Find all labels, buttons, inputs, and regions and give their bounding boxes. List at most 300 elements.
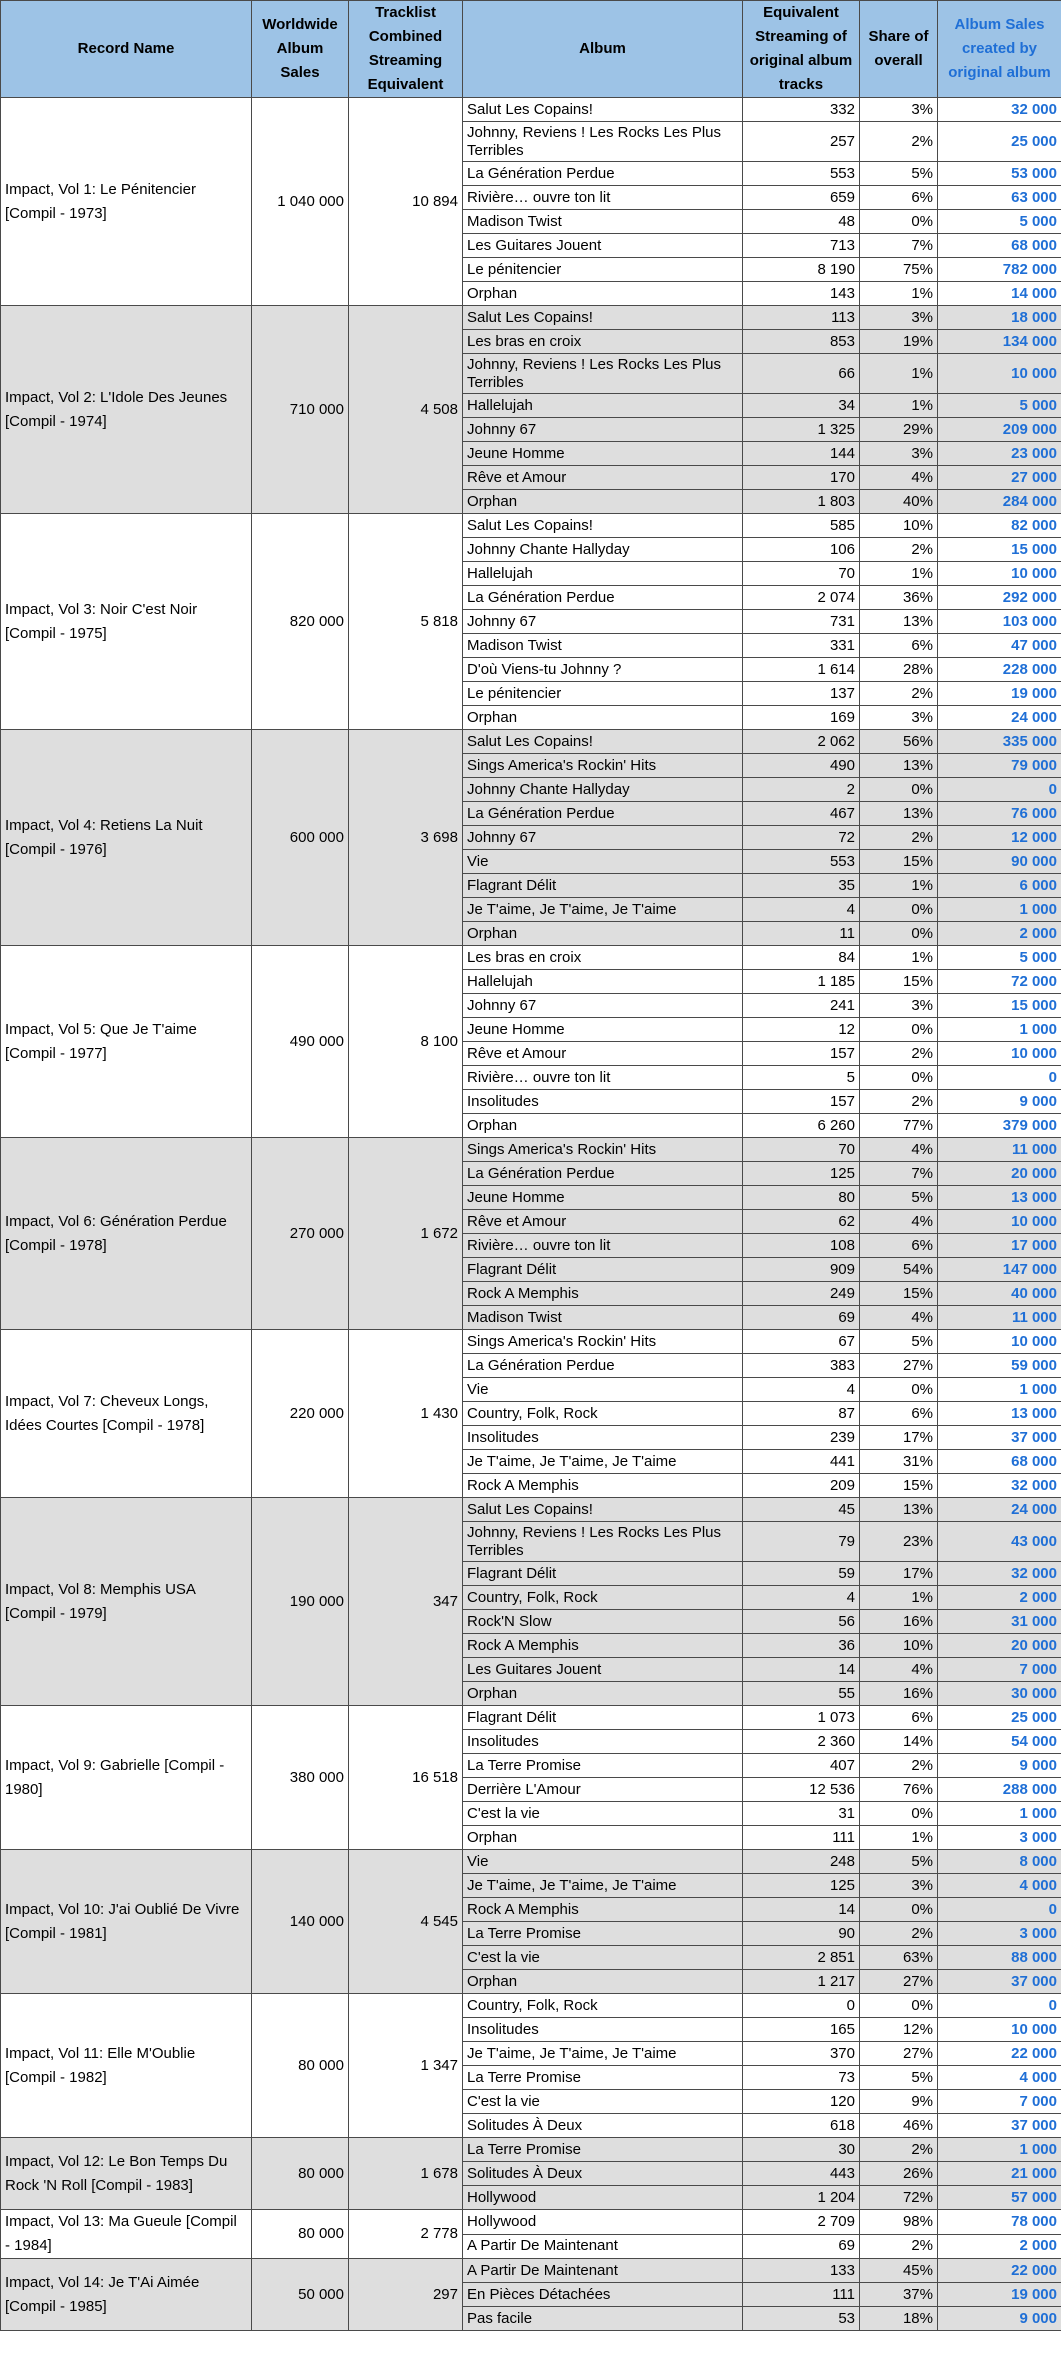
- share-cell: 3%: [860, 442, 938, 466]
- album-sales-cell: 15 000: [938, 538, 1061, 562]
- share-cell: 4%: [860, 1306, 938, 1330]
- equivalent-streaming-cell: 553: [743, 162, 860, 186]
- combined-streaming-cell: 1 678: [349, 2138, 463, 2210]
- worldwide-sales-cell: 80 000: [252, 2138, 349, 2210]
- album-sales-cell: 10 000: [938, 1042, 1061, 1066]
- share-cell: 2%: [860, 1090, 938, 1114]
- equivalent-streaming-cell: 90: [743, 1922, 860, 1946]
- album-cell: D'où Viens-tu Johnny ?: [463, 658, 743, 682]
- album-cell: Hallelujah: [463, 562, 743, 586]
- share-cell: 5%: [860, 1330, 938, 1354]
- album-cell: Johnny Chante Hallyday: [463, 778, 743, 802]
- equivalent-streaming-cell: 731: [743, 610, 860, 634]
- record-name-cell: Impact, Vol 11: Elle M'Oublie [Compil - 1982]: [1, 1994, 252, 2138]
- equivalent-streaming-cell: 106: [743, 538, 860, 562]
- equivalent-streaming-cell: 4: [743, 1378, 860, 1402]
- share-cell: 15%: [860, 1474, 938, 1498]
- album-sales-cell: 5 000: [938, 946, 1061, 970]
- album-sales-cell: 0: [938, 1994, 1061, 2018]
- record-name-cell: Impact, Vol 7: Cheveux Longs, Idées Courtes [Compil - 1978]: [1, 1330, 252, 1498]
- album-cell: Rêve et Amour: [463, 1210, 743, 1234]
- album-sales-cell: 47 000: [938, 634, 1061, 658]
- equivalent-streaming-cell: 70: [743, 1138, 860, 1162]
- album-cell: Johnny 67: [463, 994, 743, 1018]
- album-sales-cell: 20 000: [938, 1634, 1061, 1658]
- header-row: [1, 1, 1061, 98]
- share-cell: 76%: [860, 1778, 938, 1802]
- header-album-sales-created: Album Sales created by original album: [938, 1, 1061, 98]
- worldwide-sales-cell: 140 000: [252, 1850, 349, 1994]
- equivalent-streaming-cell: 56: [743, 1610, 860, 1634]
- share-cell: 2%: [860, 122, 938, 162]
- equivalent-streaming-cell: 48: [743, 210, 860, 234]
- share-cell: 10%: [860, 514, 938, 538]
- album-cell: Je T'aime, Je T'aime, Je T'aime: [463, 1450, 743, 1474]
- album-sales-cell: 782 000: [938, 258, 1061, 282]
- album-cell: Johnny Chante Hallyday: [463, 538, 743, 562]
- share-cell: 5%: [860, 1186, 938, 1210]
- record-name-cell: Impact, Vol 9: Gabrielle [Compil - 1980]: [1, 1706, 252, 1850]
- album-sales-cell: 9 000: [938, 1754, 1061, 1778]
- share-cell: 12%: [860, 2018, 938, 2042]
- album-cell: La Génération Perdue: [463, 1354, 743, 1378]
- record-name-cell: Impact, Vol 14: Je T'Ai Aimée [Compil - 1985]: [1, 2259, 252, 2331]
- album-sales-cell: 30 000: [938, 1682, 1061, 1706]
- equivalent-streaming-cell: 66: [743, 354, 860, 394]
- album-sales-cell: 7 000: [938, 1658, 1061, 1682]
- combined-streaming-cell: 4 545: [349, 1850, 463, 1994]
- equivalent-streaming-cell: 53: [743, 2307, 860, 2331]
- album-sales-cell: 37 000: [938, 2114, 1061, 2138]
- album-cell: Madison Twist: [463, 210, 743, 234]
- share-cell: 56%: [860, 730, 938, 754]
- album-cell: La Terre Promise: [463, 1922, 743, 1946]
- equivalent-streaming-cell: 170: [743, 466, 860, 490]
- share-cell: 27%: [860, 1970, 938, 1994]
- album-cell: Orphan: [463, 706, 743, 730]
- share-cell: 4%: [860, 1658, 938, 1682]
- album-sales-cell: 0: [938, 1898, 1061, 1922]
- share-cell: 15%: [860, 1282, 938, 1306]
- equivalent-streaming-cell: 1 803: [743, 490, 860, 514]
- share-cell: 28%: [860, 658, 938, 682]
- equivalent-streaming-cell: 257: [743, 122, 860, 162]
- table-row: [1, 514, 1061, 538]
- album-cell: Solitudes À Deux: [463, 2114, 743, 2138]
- equivalent-streaming-cell: 1 325: [743, 418, 860, 442]
- equivalent-streaming-cell: 73: [743, 2066, 860, 2090]
- album-sales-cell: 1 000: [938, 898, 1061, 922]
- album-sales-cell: 335 000: [938, 730, 1061, 754]
- album-cell: Rivière… ouvre ton lit: [463, 1066, 743, 1090]
- equivalent-streaming-cell: 8 190: [743, 258, 860, 282]
- table-row: [1, 1706, 1061, 1730]
- album-cell: Rock A Memphis: [463, 1282, 743, 1306]
- album-sales-cell: 63 000: [938, 186, 1061, 210]
- equivalent-streaming-cell: 713: [743, 234, 860, 258]
- album-sales-cell: 18 000: [938, 306, 1061, 330]
- share-cell: 0%: [860, 1378, 938, 1402]
- equivalent-streaming-cell: 2: [743, 778, 860, 802]
- table-row: [1, 1498, 1061, 1522]
- combined-streaming-cell: 5 818: [349, 514, 463, 730]
- album-sales-cell: 32 000: [938, 98, 1061, 122]
- equivalent-streaming-cell: 618: [743, 2114, 860, 2138]
- share-cell: 23%: [860, 1522, 938, 1562]
- album-sales-cell: 1 000: [938, 2138, 1061, 2162]
- table-row: [1, 2210, 1061, 2235]
- equivalent-streaming-cell: 209: [743, 1474, 860, 1498]
- equivalent-streaming-cell: 120: [743, 2090, 860, 2114]
- album-cell: Insolitudes: [463, 1090, 743, 1114]
- album-sales-cell: 1 000: [938, 1802, 1061, 1826]
- album-sales-cell: 27 000: [938, 466, 1061, 490]
- album-sales-cell: 11 000: [938, 1138, 1061, 1162]
- album-sales-cell: 20 000: [938, 1162, 1061, 1186]
- record-name-cell: Impact, Vol 4: Retiens La Nuit [Compil - 1976]: [1, 730, 252, 946]
- album-sales-cell: 7 000: [938, 2090, 1061, 2114]
- share-cell: 0%: [860, 898, 938, 922]
- share-cell: 36%: [860, 586, 938, 610]
- share-cell: 72%: [860, 2186, 938, 2210]
- album-cell: La Terre Promise: [463, 1754, 743, 1778]
- equivalent-streaming-cell: 113: [743, 306, 860, 330]
- equivalent-streaming-cell: 0: [743, 1994, 860, 2018]
- album-sales-cell: 19 000: [938, 682, 1061, 706]
- share-cell: 1%: [860, 946, 938, 970]
- album-sales-cell: 68 000: [938, 1450, 1061, 1474]
- share-cell: 13%: [860, 1498, 938, 1522]
- record-name-cell: Impact, Vol 10: J'ai Oublié De Vivre [Compil - 1981]: [1, 1850, 252, 1994]
- worldwide-sales-cell: 270 000: [252, 1138, 349, 1330]
- share-cell: 1%: [860, 1826, 938, 1850]
- album-sales-cell: 54 000: [938, 1730, 1061, 1754]
- album-cell: Orphan: [463, 922, 743, 946]
- album-sales-cell: 5 000: [938, 394, 1061, 418]
- album-sales-cell: 59 000: [938, 1354, 1061, 1378]
- album-cell: Orphan: [463, 1114, 743, 1138]
- album-sales-cell: 10 000: [938, 2018, 1061, 2042]
- share-cell: 2%: [860, 682, 938, 706]
- album-cell: Johnny, Reviens ! Les Rocks Les Plus Terribles: [463, 354, 743, 394]
- share-cell: 2%: [860, 1754, 938, 1778]
- album-cell: Les Guitares Jouent: [463, 234, 743, 258]
- share-cell: 6%: [860, 1706, 938, 1730]
- equivalent-streaming-cell: 55: [743, 1682, 860, 1706]
- share-cell: 77%: [860, 1114, 938, 1138]
- share-cell: 16%: [860, 1682, 938, 1706]
- equivalent-streaming-cell: 80: [743, 1186, 860, 1210]
- album-cell: Rock'N Slow: [463, 1610, 743, 1634]
- album-cell: Orphan: [463, 1682, 743, 1706]
- share-cell: 37%: [860, 2283, 938, 2307]
- share-cell: 98%: [860, 2210, 938, 2235]
- combined-streaming-cell: 1 672: [349, 1138, 463, 1330]
- equivalent-streaming-cell: 248: [743, 1850, 860, 1874]
- album-sales-cell: 14 000: [938, 282, 1061, 306]
- album-sales-cell: 40 000: [938, 1282, 1061, 1306]
- equivalent-streaming-cell: 125: [743, 1874, 860, 1898]
- share-cell: 1%: [860, 282, 938, 306]
- album-cell: Les bras en croix: [463, 330, 743, 354]
- album-cell: Les Guitares Jouent: [463, 1658, 743, 1682]
- album-sales-cell: 24 000: [938, 706, 1061, 730]
- equivalent-streaming-cell: 62: [743, 1210, 860, 1234]
- album-sales-cell: 103 000: [938, 610, 1061, 634]
- album-cell: Flagrant Délit: [463, 874, 743, 898]
- share-cell: 2%: [860, 2234, 938, 2259]
- equivalent-streaming-cell: 909: [743, 1258, 860, 1282]
- album-sales-cell: 17 000: [938, 1234, 1061, 1258]
- share-cell: 17%: [860, 1562, 938, 1586]
- worldwide-sales-cell: 490 000: [252, 946, 349, 1138]
- album-sales-cell: 68 000: [938, 234, 1061, 258]
- equivalent-streaming-cell: 383: [743, 1354, 860, 1378]
- equivalent-streaming-cell: 1 217: [743, 1970, 860, 1994]
- share-cell: 6%: [860, 634, 938, 658]
- share-cell: 1%: [860, 562, 938, 586]
- album-sales-cell: 0: [938, 1066, 1061, 1090]
- album-sales-cell: 0: [938, 778, 1061, 802]
- album-cell: La Génération Perdue: [463, 586, 743, 610]
- album-sales-cell: 25 000: [938, 122, 1061, 162]
- combined-streaming-cell: 1 347: [349, 1994, 463, 2138]
- table-row: [1, 1994, 1061, 2018]
- album-cell: Hallelujah: [463, 970, 743, 994]
- equivalent-streaming-cell: 2 074: [743, 586, 860, 610]
- album-cell: Rêve et Amour: [463, 1042, 743, 1066]
- equivalent-streaming-cell: 659: [743, 186, 860, 210]
- record-name-cell: Impact, Vol 2: L'Idole Des Jeunes [Compil - 1974]: [1, 306, 252, 514]
- share-cell: 4%: [860, 466, 938, 490]
- equivalent-streaming-cell: 585: [743, 514, 860, 538]
- worldwide-sales-cell: 380 000: [252, 1706, 349, 1850]
- album-sales-cell: 2 000: [938, 922, 1061, 946]
- equivalent-streaming-cell: 84: [743, 946, 860, 970]
- share-cell: 40%: [860, 490, 938, 514]
- album-cell: Salut Les Copains!: [463, 306, 743, 330]
- album-cell: C'est la vie: [463, 2090, 743, 2114]
- album-cell: La Génération Perdue: [463, 802, 743, 826]
- table-body: [1, 98, 1061, 2331]
- share-cell: 4%: [860, 1138, 938, 1162]
- share-cell: 0%: [860, 1802, 938, 1826]
- worldwide-sales-cell: 50 000: [252, 2259, 349, 2331]
- album-sales-cell: 5 000: [938, 210, 1061, 234]
- album-sales-cell: 284 000: [938, 490, 1061, 514]
- table-row: [1, 1138, 1061, 1162]
- album-cell: Les bras en croix: [463, 946, 743, 970]
- share-cell: 63%: [860, 1946, 938, 1970]
- album-cell: Je T'aime, Je T'aime, Je T'aime: [463, 898, 743, 922]
- share-cell: 5%: [860, 1850, 938, 1874]
- share-cell: 6%: [860, 1402, 938, 1426]
- combined-streaming-cell: 297: [349, 2259, 463, 2331]
- album-sales-cell: 13 000: [938, 1402, 1061, 1426]
- album-cell: Johnny 67: [463, 610, 743, 634]
- album-cell: C'est la vie: [463, 1946, 743, 1970]
- share-cell: 6%: [860, 1234, 938, 1258]
- header-worldwide-sales: Worldwide Album Sales: [252, 1, 349, 98]
- album-cell: Vie: [463, 1850, 743, 1874]
- album-sales-cell: 24 000: [938, 1498, 1061, 1522]
- equivalent-streaming-cell: 59: [743, 1562, 860, 1586]
- share-cell: 26%: [860, 2162, 938, 2186]
- album-cell: Orphan: [463, 1826, 743, 1850]
- share-cell: 46%: [860, 2114, 938, 2138]
- equivalent-streaming-cell: 69: [743, 1306, 860, 1330]
- equivalent-streaming-cell: 70: [743, 562, 860, 586]
- album-sales-cell: 72 000: [938, 970, 1061, 994]
- album-sales-cell: 10 000: [938, 1330, 1061, 1354]
- equivalent-streaming-cell: 4: [743, 898, 860, 922]
- equivalent-streaming-cell: 4: [743, 1586, 860, 1610]
- equivalent-streaming-cell: 331: [743, 634, 860, 658]
- album-cell: Rivière… ouvre ton lit: [463, 186, 743, 210]
- share-cell: 0%: [860, 1066, 938, 1090]
- equivalent-streaming-cell: 125: [743, 1162, 860, 1186]
- album-cell: Salut Les Copains!: [463, 514, 743, 538]
- album-cell: Derrière L'Amour: [463, 1778, 743, 1802]
- album-sales-cell: 11 000: [938, 1306, 1061, 1330]
- share-cell: 15%: [860, 970, 938, 994]
- share-cell: 27%: [860, 2042, 938, 2066]
- equivalent-streaming-cell: 490: [743, 754, 860, 778]
- share-cell: 19%: [860, 330, 938, 354]
- equivalent-streaming-cell: 2 851: [743, 1946, 860, 1970]
- share-cell: 3%: [860, 98, 938, 122]
- album-cell: La Terre Promise: [463, 2138, 743, 2162]
- worldwide-sales-cell: 80 000: [252, 1994, 349, 2138]
- equivalent-streaming-cell: 553: [743, 850, 860, 874]
- header-album: Album: [463, 1, 743, 98]
- share-cell: 0%: [860, 922, 938, 946]
- equivalent-streaming-cell: 241: [743, 994, 860, 1018]
- album-sales-cell: 4 000: [938, 2066, 1061, 2090]
- share-cell: 27%: [860, 1354, 938, 1378]
- album-sales-cell: 9 000: [938, 1090, 1061, 1114]
- record-name-cell: Impact, Vol 13: Ma Gueule [Compil - 1984]: [1, 2210, 252, 2259]
- worldwide-sales-cell: 220 000: [252, 1330, 349, 1498]
- worldwide-sales-cell: 80 000: [252, 2210, 349, 2259]
- share-cell: 18%: [860, 2307, 938, 2331]
- equivalent-streaming-cell: 36: [743, 1634, 860, 1658]
- album-cell: Insolitudes: [463, 1426, 743, 1450]
- equivalent-streaming-cell: 332: [743, 98, 860, 122]
- equivalent-streaming-cell: 467: [743, 802, 860, 826]
- album-cell: A Partir De Maintenant: [463, 2234, 743, 2259]
- equivalent-streaming-cell: 157: [743, 1090, 860, 1114]
- equivalent-streaming-cell: 12 536: [743, 1778, 860, 1802]
- album-cell: C'est la vie: [463, 1802, 743, 1826]
- album-sales-cell: 12 000: [938, 826, 1061, 850]
- album-cell: Rock A Memphis: [463, 1898, 743, 1922]
- album-sales-cell: 288 000: [938, 1778, 1061, 1802]
- worldwide-sales-cell: 190 000: [252, 1498, 349, 1706]
- album-cell: En Pièces Détachées: [463, 2283, 743, 2307]
- album-sales-cell: 25 000: [938, 1706, 1061, 1730]
- share-cell: 0%: [860, 210, 938, 234]
- equivalent-streaming-cell: 14: [743, 1898, 860, 1922]
- equivalent-streaming-cell: 1 073: [743, 1706, 860, 1730]
- album-cell: Le pénitencier: [463, 682, 743, 706]
- album-sales-cell: 22 000: [938, 2259, 1061, 2283]
- album-cell: Hollywood: [463, 2210, 743, 2235]
- album-sales-cell: 8 000: [938, 1850, 1061, 1874]
- album-sales-cell: 88 000: [938, 1946, 1061, 1970]
- record-name-cell: Impact, Vol 5: Que Je T'aime [Compil - 1977]: [1, 946, 252, 1138]
- equivalent-streaming-cell: 2 360: [743, 1730, 860, 1754]
- combined-streaming-cell: 4 508: [349, 306, 463, 514]
- album-cell: Madison Twist: [463, 1306, 743, 1330]
- album-sales-cell: 2 000: [938, 1586, 1061, 1610]
- share-cell: 2%: [860, 2138, 938, 2162]
- album-cell: Jeune Homme: [463, 442, 743, 466]
- album-cell: Madison Twist: [463, 634, 743, 658]
- album-sales-cell: 209 000: [938, 418, 1061, 442]
- share-cell: 5%: [860, 2066, 938, 2090]
- album-cell: Orphan: [463, 490, 743, 514]
- album-sales-cell: 22 000: [938, 2042, 1061, 2066]
- share-cell: 10%: [860, 1634, 938, 1658]
- equivalent-streaming-cell: 1 185: [743, 970, 860, 994]
- equivalent-streaming-cell: 6 260: [743, 1114, 860, 1138]
- share-cell: 15%: [860, 850, 938, 874]
- share-cell: 13%: [860, 802, 938, 826]
- share-cell: 7%: [860, 1162, 938, 1186]
- record-name-cell: Impact, Vol 6: Génération Perdue [Compil - 1978]: [1, 1138, 252, 1330]
- equivalent-streaming-cell: 2 062: [743, 730, 860, 754]
- table-row: [1, 98, 1061, 122]
- table-row: [1, 306, 1061, 330]
- album-sales-cell: 79 000: [938, 754, 1061, 778]
- header-equivalent-streaming: Equivalent Streaming of original album tracks: [743, 1, 860, 98]
- equivalent-streaming-cell: 12: [743, 1018, 860, 1042]
- album-sales-cell: 37 000: [938, 1426, 1061, 1450]
- table-row: [1, 1850, 1061, 1874]
- album-cell: Je T'aime, Je T'aime, Je T'aime: [463, 2042, 743, 2066]
- album-cell: Sings America's Rockin' Hits: [463, 1330, 743, 1354]
- album-cell: Johnny 67: [463, 826, 743, 850]
- album-sales-cell: 78 000: [938, 2210, 1061, 2235]
- album-sales-cell: 1 000: [938, 1378, 1061, 1402]
- album-cell: Flagrant Délit: [463, 1258, 743, 1282]
- share-cell: 3%: [860, 306, 938, 330]
- share-cell: 0%: [860, 1898, 938, 1922]
- album-cell: Flagrant Délit: [463, 1562, 743, 1586]
- album-sales-cell: 90 000: [938, 850, 1061, 874]
- equivalent-streaming-cell: 370: [743, 2042, 860, 2066]
- album-cell: Johnny, Reviens ! Les Rocks Les Plus Terribles: [463, 1522, 743, 1562]
- table-row: [1, 2138, 1061, 2162]
- share-cell: 54%: [860, 1258, 938, 1282]
- album-sales-cell: 10 000: [938, 354, 1061, 394]
- album-sales-cell: 32 000: [938, 1562, 1061, 1586]
- album-sales-cell: 4 000: [938, 1874, 1061, 1898]
- share-cell: 1%: [860, 1586, 938, 1610]
- equivalent-streaming-cell: 165: [743, 2018, 860, 2042]
- equivalent-streaming-cell: 45: [743, 1498, 860, 1522]
- equivalent-streaming-cell: 1 614: [743, 658, 860, 682]
- album-sales-cell: 134 000: [938, 330, 1061, 354]
- equivalent-streaming-cell: 137: [743, 682, 860, 706]
- worldwide-sales-cell: 600 000: [252, 730, 349, 946]
- equivalent-streaming-cell: 2 709: [743, 2210, 860, 2235]
- equivalent-streaming-cell: 35: [743, 874, 860, 898]
- album-cell: Orphan: [463, 282, 743, 306]
- share-cell: 0%: [860, 1018, 938, 1042]
- album-cell: Jeune Homme: [463, 1018, 743, 1042]
